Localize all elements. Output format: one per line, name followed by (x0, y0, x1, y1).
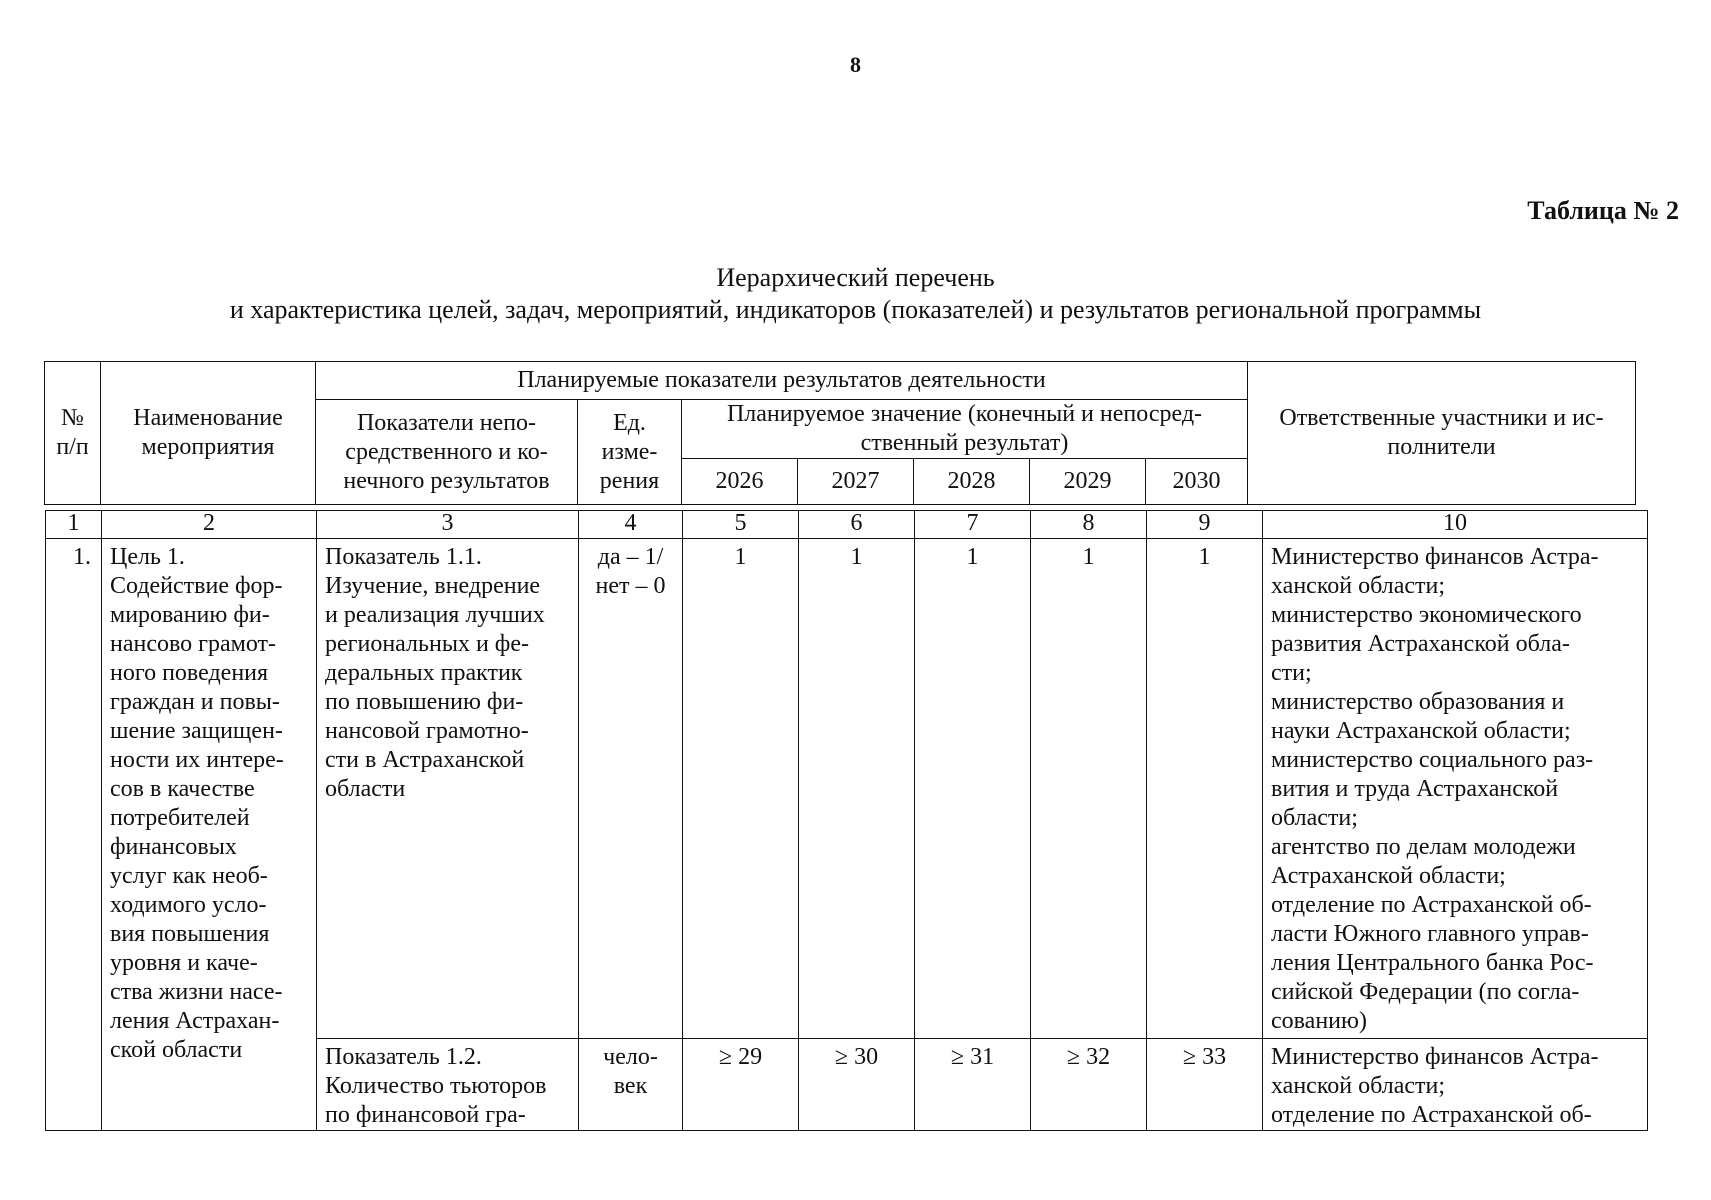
value-cell: ≥ 30 (799, 1039, 915, 1131)
indicator-text: Показатель 1.1. Изучение, внедрение и реализация лучших региональных и фе- деральных практик по повышению фи- нансовой грамотно- сти в Астраханской области (317, 539, 579, 1039)
header-value-group: Планируемое значение (конечный и непосред- ственный результат) (682, 400, 1248, 459)
header-planned-group: Планируемые показатели результатов деятельности (316, 362, 1248, 400)
column-number: 4 (579, 511, 683, 539)
value-cell: 1 (915, 539, 1031, 1039)
value-cell: ≥ 29 (683, 1039, 799, 1131)
column-number: 10 (1263, 511, 1648, 539)
indicator-unit: чело- век (579, 1039, 683, 1131)
table-header (44, 361, 1636, 505)
value-cell: 1 (683, 539, 799, 1039)
value-cell: 1 (799, 539, 915, 1039)
responsible-cell: Министерство финансов Астра- ханской области; отделение по Астраханской об- (1263, 1039, 1648, 1131)
column-number: 9 (1147, 511, 1263, 539)
goal-name: Цель 1. Содействие фор- мированию фи- нансово грамот- ного поведения граждан и повы- шение защищен- ности их интере- сов в качестве потребителей финансовых услуг как необ- ходимого усло- вия повышения уровня и каче- ства жизни насе- ления Астрахан- ской области (102, 539, 317, 1131)
column-number: 5 (683, 511, 799, 539)
header-indicators: Показатели непо- средственного и ко- нечного результатов (316, 400, 578, 505)
table-row (46, 539, 1648, 1039)
indicator-unit: да – 1/ нет – 0 (579, 539, 683, 1039)
column-number: 1 (46, 511, 102, 539)
column-number: 7 (915, 511, 1031, 539)
header-unit: Ед. изме- рения (578, 400, 682, 505)
header-year: 2030 (1146, 459, 1248, 505)
column-number: 2 (102, 511, 317, 539)
title-line-2: и характеристика целей, задач, мероприятий, индикаторов (показателей) и результатов региональной программы (229, 295, 1482, 324)
header-year: 2028 (914, 459, 1030, 505)
title-line-1: Иерархический перечень (716, 263, 995, 292)
header-year: 2026 (682, 459, 798, 505)
column-number: 8 (1031, 511, 1147, 539)
value-cell: ≥ 32 (1031, 1039, 1147, 1131)
header-responsible: Ответственные участники и ис- полнители (1248, 362, 1636, 505)
header-year: 2027 (798, 459, 914, 505)
value-cell: ≥ 31 (915, 1039, 1031, 1131)
header-year: 2029 (1030, 459, 1146, 505)
header-name: Наименование мероприятия (101, 362, 316, 505)
indicator-text: Показатель 1.2. Количество тьюторов по финансовой гра- (317, 1039, 579, 1131)
value-cell: ≥ 33 (1147, 1039, 1263, 1131)
column-number: 3 (317, 511, 579, 539)
document-title (0, 262, 1711, 326)
column-number-row (46, 511, 1648, 539)
row-num: 1. (46, 539, 102, 1131)
column-number: 6 (799, 511, 915, 539)
header-num: № п/п (45, 362, 101, 505)
value-cell: 1 (1147, 539, 1263, 1039)
table-reference: Таблица № 2 (1527, 196, 1679, 225)
table-body (45, 510, 1648, 1131)
page-number: 8 (850, 52, 861, 77)
value-cell: 1 (1031, 539, 1147, 1039)
responsible-cell: Министерство финансов Астра- ханской области; министерство экономического развития Астраханской обла- сти; министерство образования и науки Астраханской области; министерство социального раз- вития и труда Астраханской области; агентство по делам молодежи Астраханской области; отделение по Астраханской об- ласти Южного главного управ- ления Центрального банка Рос- сийской Федерации (по согла- сованию) (1263, 539, 1648, 1039)
